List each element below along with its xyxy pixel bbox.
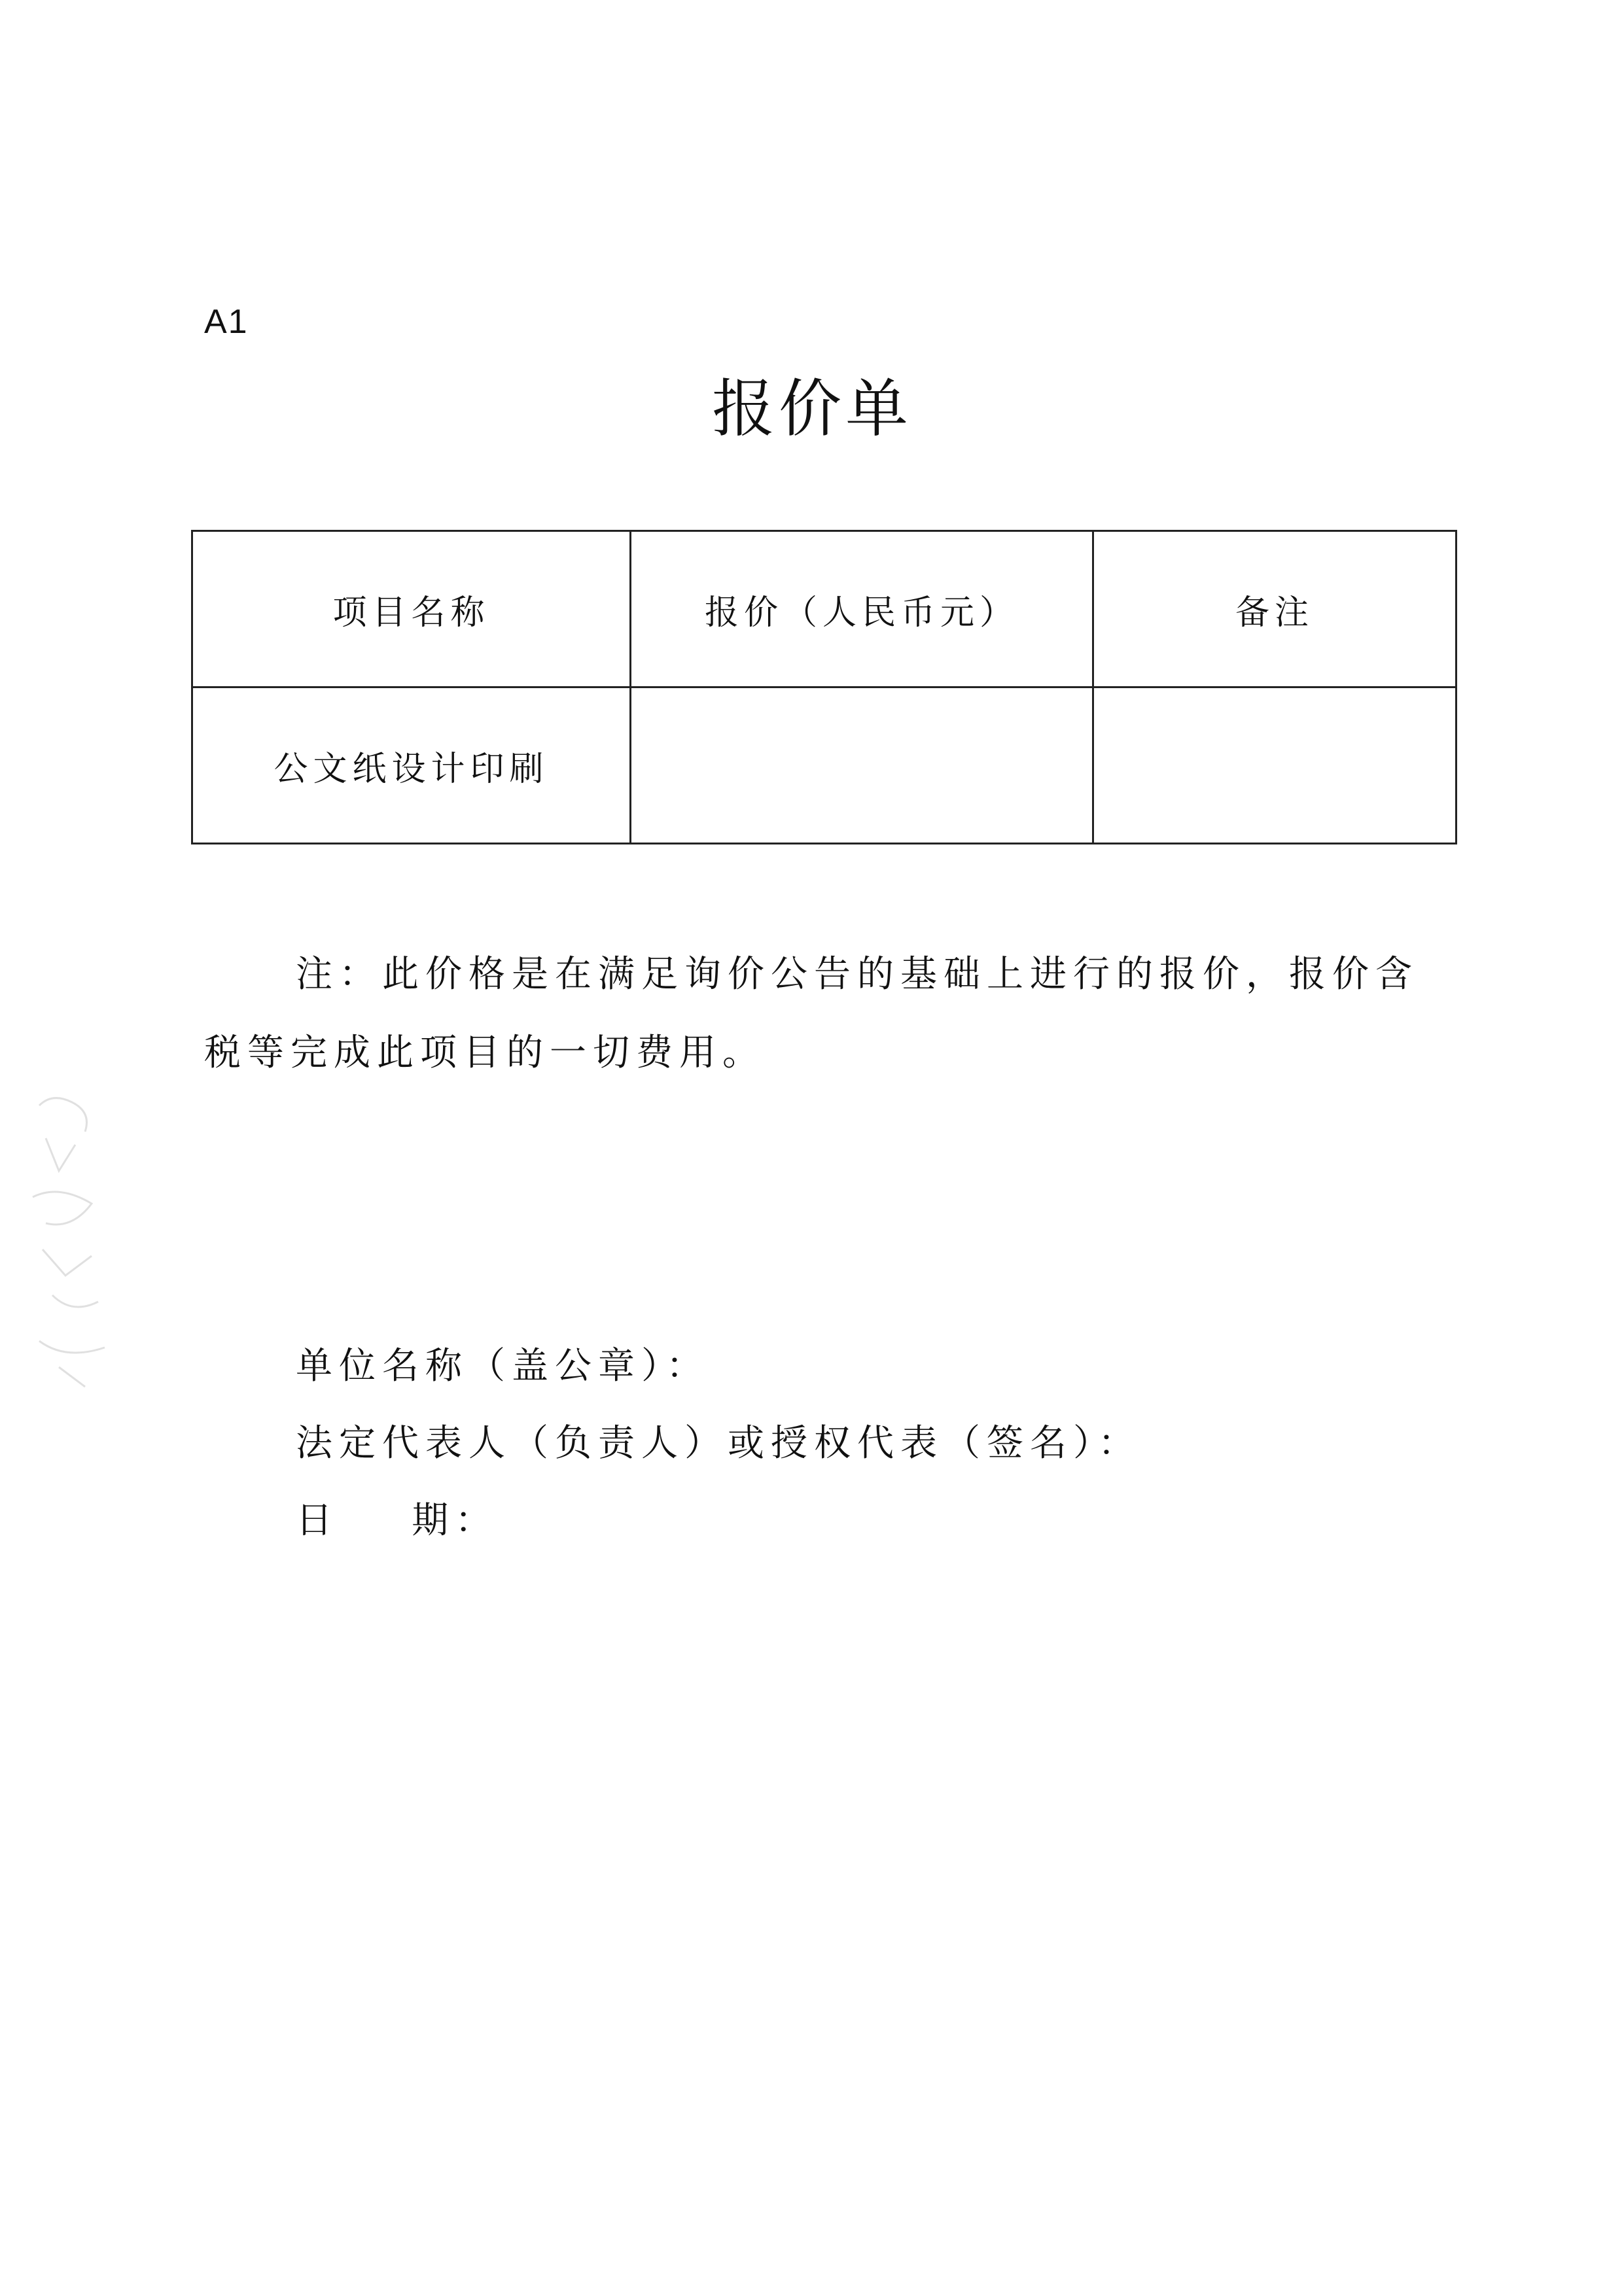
note-paragraph: [204, 935, 1447, 1092]
header-project-name: 项目名称: [192, 531, 631, 687]
document-title: 报价单: [712, 372, 912, 445]
unit-name-label: 单位名称（盖公章）：: [296, 1345, 709, 1387]
faded-stamp-mark: [13, 1079, 124, 1393]
header-remarks: 备注: [1093, 531, 1456, 687]
signature-block: [296, 1328, 1141, 1559]
document-code: A1: [204, 303, 249, 341]
representative-label: 法定代表人（负责人）或授权代表（签名）：: [296, 1422, 1141, 1465]
table-row: [192, 687, 1456, 844]
date-label: 日 期：: [296, 1499, 499, 1542]
table-header-row: [192, 531, 1456, 687]
cell-remarks: [1093, 687, 1456, 844]
quote-table: [191, 530, 1457, 844]
cell-quote-price: [631, 687, 1093, 844]
note-line-2: 税等完成此项目的一切费用。: [204, 1032, 766, 1074]
header-quote-price: 报价（人民币元）: [631, 531, 1093, 687]
cell-project-name: 公文纸设计印刷: [192, 687, 631, 844]
note-line-1: 注：此价格是在满足询价公告的基础上进行的报价，报价含: [296, 953, 1419, 996]
